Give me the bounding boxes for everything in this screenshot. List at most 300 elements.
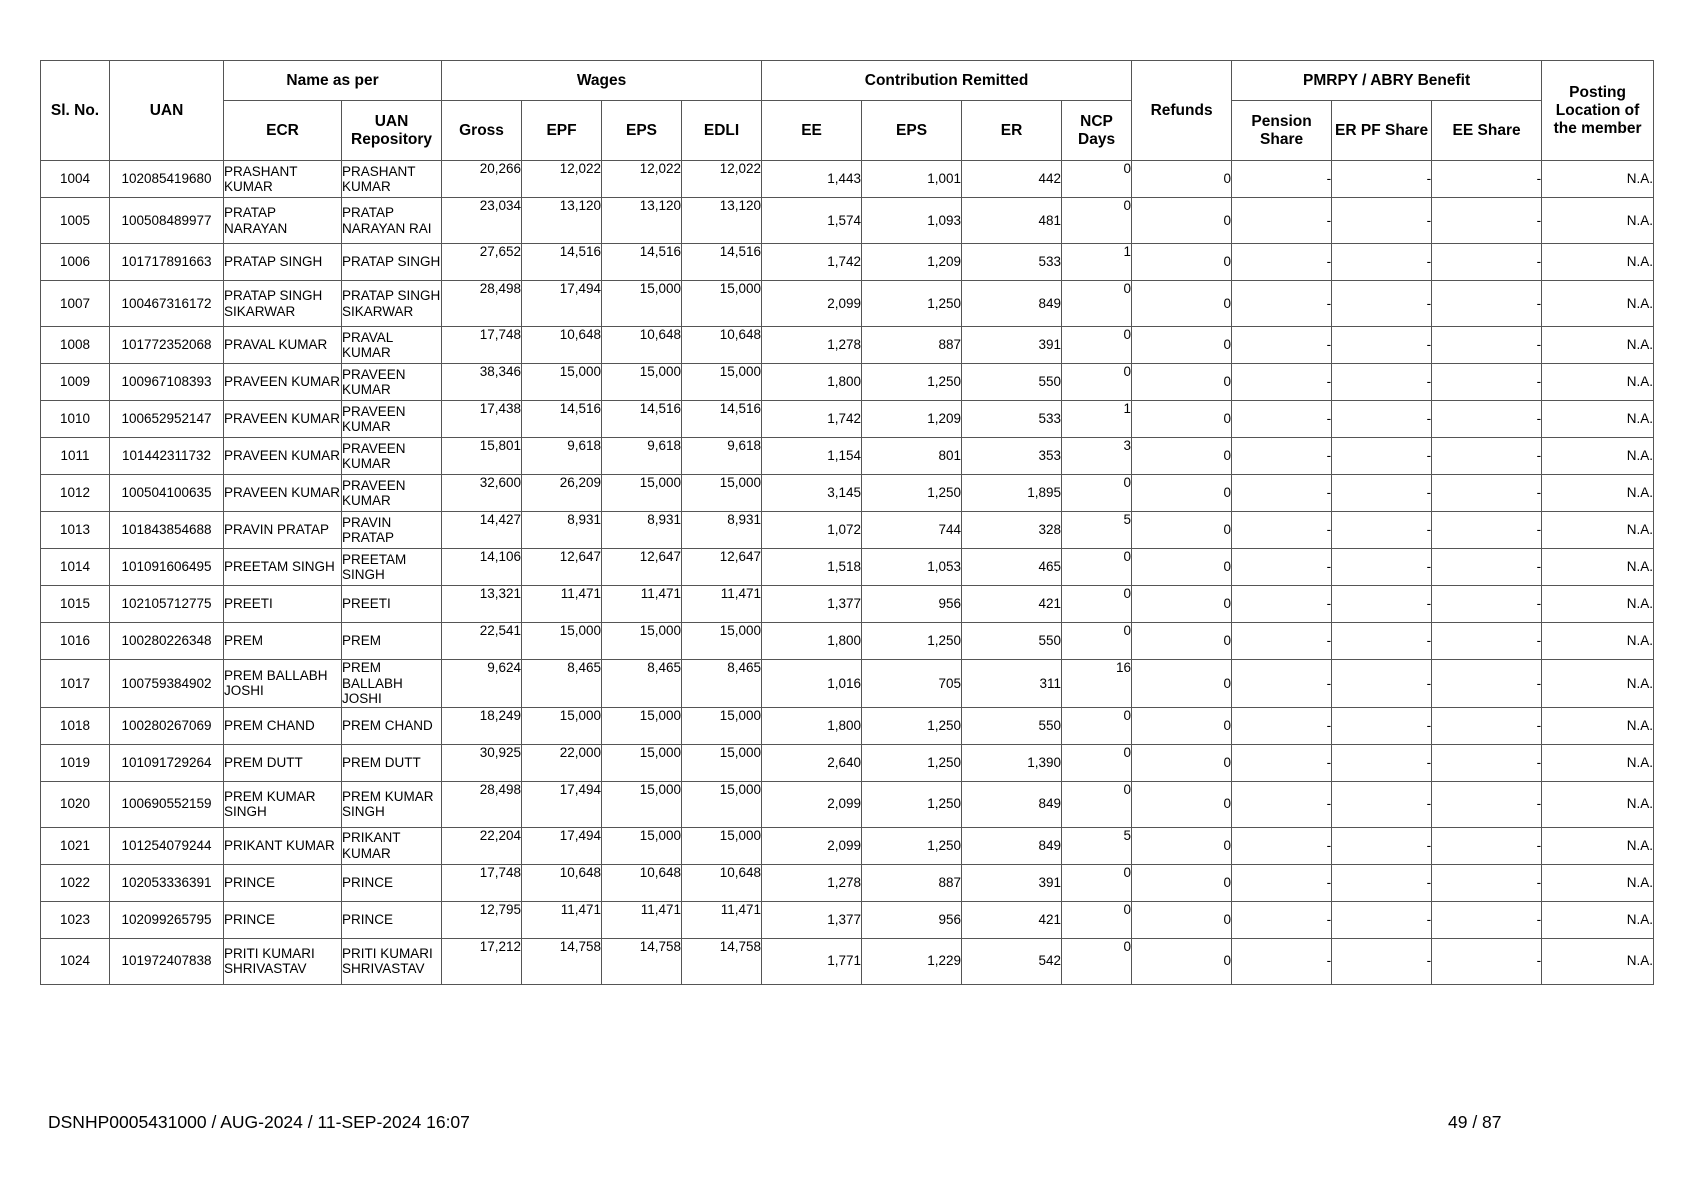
cell-epf: 17,494 [522,281,602,327]
header-wages: Wages [442,61,762,101]
cell-er: 421 [962,586,1062,623]
cell-refunds: 0 [1132,401,1232,438]
cell-contribution-eps: 744 [862,512,962,549]
cell-uan: 101772352068 [110,327,224,364]
cell-name-uan-repository: PRINCE [342,864,442,901]
cell-epf: 17,494 [522,827,602,864]
cell-gross: 32,600 [442,475,522,512]
cell-posting-location: N.A. [1542,438,1654,475]
cell-eps: 14,758 [602,938,682,984]
cell-ncp-days: 0 [1062,198,1132,244]
cell-er-pf-share: - [1332,512,1432,549]
cell-uan: 101091729264 [110,744,224,781]
cell-posting-location: N.A. [1542,198,1654,244]
cell-posting-location: N.A. [1542,901,1654,938]
cell-ee: 1,771 [762,938,862,984]
cell-ee-share: - [1432,827,1542,864]
cell-er-pf-share: - [1332,549,1432,586]
cell-name-uan-repository: PRATAP SINGH [342,244,442,281]
cell-er: 533 [962,401,1062,438]
cell-ee: 1,800 [762,623,862,660]
cell-edli: 12,022 [682,161,762,198]
cell-er: 849 [962,827,1062,864]
header-pension-share: Pension Share [1232,101,1332,161]
cell-ee: 1,574 [762,198,862,244]
cell-ee: 1,278 [762,327,862,364]
cell-epf: 26,209 [522,475,602,512]
table-row [41,586,1654,623]
cell-ncp-days: 0 [1062,549,1132,586]
cell-gross: 13,321 [442,586,522,623]
cell-ee: 2,099 [762,827,862,864]
cell-edli: 10,648 [682,327,762,364]
cell-name-ecr: PREETAM SINGH [224,549,342,586]
cell-er-pf-share: - [1332,827,1432,864]
cell-ncp-days: 0 [1062,781,1132,827]
cell-er: 328 [962,512,1062,549]
cell-ee: 1,154 [762,438,862,475]
cell-name-uan-repository: PRINCE [342,901,442,938]
cell-ee: 2,099 [762,281,862,327]
cell-gross: 9,624 [442,660,522,708]
cell-posting-location: N.A. [1542,827,1654,864]
cell-ncp-days: 1 [1062,401,1132,438]
cell-name-ecr: PRATAP SINGH SIKARWAR [224,281,342,327]
cell-er: 353 [962,438,1062,475]
cell-uan: 101091606495 [110,549,224,586]
cell-gross: 27,652 [442,244,522,281]
cell-contribution-eps: 956 [862,901,962,938]
cell-posting-location: N.A. [1542,281,1654,327]
cell-contribution-eps: 705 [862,660,962,708]
cell-ee-share: - [1432,660,1542,708]
cell-name-ecr: PRITI KUMARI SHRIVASTAV [224,938,342,984]
cell-er: 550 [962,623,1062,660]
cell-contribution-eps: 801 [862,438,962,475]
cell-edli: 10,648 [682,864,762,901]
cell-eps: 15,000 [602,475,682,512]
cell-edli: 15,000 [682,827,762,864]
cell-name-ecr: PREM DUTT [224,744,342,781]
cell-gross: 15,801 [442,438,522,475]
cell-posting-location: N.A. [1542,623,1654,660]
cell-pension-share: - [1232,438,1332,475]
table-row [41,864,1654,901]
cell-edli: 15,000 [682,475,762,512]
cell-refunds: 0 [1132,827,1232,864]
cell-ee-share: - [1432,281,1542,327]
cell-eps: 14,516 [602,244,682,281]
cell-refunds: 0 [1132,901,1232,938]
cell-edli: 15,000 [682,707,762,744]
cell-uan: 100967108393 [110,364,224,401]
cell-er-pf-share: - [1332,244,1432,281]
cell-epf: 15,000 [522,364,602,401]
cell-name-uan-repository: PRITI KUMARI SHRIVASTAV [342,938,442,984]
cell-ncp-days: 0 [1062,938,1132,984]
cell-epf: 12,647 [522,549,602,586]
cell-ee-share: - [1432,198,1542,244]
cell-uan: 101717891663 [110,244,224,281]
cell-ee-share: - [1432,938,1542,984]
header-ecr: ECR [224,101,342,161]
header-ee-share: EE Share [1432,101,1542,161]
cell-contribution-eps: 1,229 [862,938,962,984]
cell-er: 442 [962,161,1062,198]
cell-ncp-days: 1 [1062,244,1132,281]
cell-ncp-days: 5 [1062,512,1132,549]
cell-uan: 100508489977 [110,198,224,244]
cell-uan: 100280226348 [110,623,224,660]
cell-contribution-eps: 1,001 [862,161,962,198]
cell-ee: 1,800 [762,707,862,744]
cell-sl-no: 1017 [41,660,110,708]
header-epf: EPF [522,101,602,161]
cell-ee: 1,016 [762,660,862,708]
cell-ee: 1,518 [762,549,862,586]
cell-er-pf-share: - [1332,475,1432,512]
cell-gross: 14,427 [442,512,522,549]
cell-name-uan-repository: PRIKANT KUMAR [342,827,442,864]
cell-sl-no: 1009 [41,364,110,401]
cell-ncp-days: 0 [1062,623,1132,660]
cell-contribution-eps: 1,250 [862,364,962,401]
cell-name-uan-repository: PREM KUMAR SINGH [342,781,442,827]
cell-ee: 2,099 [762,781,862,827]
cell-posting-location: N.A. [1542,364,1654,401]
cell-sl-no: 1011 [41,438,110,475]
cell-uan: 101254079244 [110,827,224,864]
cell-name-uan-repository: PRAVEEN KUMAR [342,475,442,512]
cell-pension-share: - [1232,586,1332,623]
cell-pension-share: - [1232,744,1332,781]
cell-pension-share: - [1232,364,1332,401]
cell-er-pf-share: - [1332,938,1432,984]
cell-epf: 12,022 [522,161,602,198]
cell-gross: 17,212 [442,938,522,984]
cell-contribution-eps: 1,209 [862,401,962,438]
cell-name-uan-repository: PREETI [342,586,442,623]
cell-gross: 22,541 [442,623,522,660]
cell-ee-share: - [1432,244,1542,281]
cell-er-pf-share: - [1332,864,1432,901]
cell-refunds: 0 [1132,586,1232,623]
cell-gross: 22,204 [442,827,522,864]
cell-er: 533 [962,244,1062,281]
table-row [41,364,1654,401]
cell-epf: 10,648 [522,327,602,364]
cell-gross: 20,266 [442,161,522,198]
cell-pension-share: - [1232,198,1332,244]
cell-eps: 15,000 [602,781,682,827]
cell-epf: 9,618 [522,438,602,475]
cell-name-uan-repository: PRATAP SINGH SIKARWAR [342,281,442,327]
cell-pension-share: - [1232,901,1332,938]
cell-name-ecr: PRAVIN PRATAP [224,512,342,549]
cell-ee-share: - [1432,438,1542,475]
cell-sl-no: 1010 [41,401,110,438]
cell-er: 481 [962,198,1062,244]
cell-posting-location: N.A. [1542,586,1654,623]
cell-er: 311 [962,660,1062,708]
cell-epf: 8,931 [522,512,602,549]
cell-contribution-eps: 1,093 [862,198,962,244]
table-row [41,781,1654,827]
cell-ee: 2,640 [762,744,862,781]
cell-ncp-days: 0 [1062,707,1132,744]
cell-contribution-eps: 1,209 [862,244,962,281]
cell-eps: 8,931 [602,512,682,549]
page-number: 49 / 87 [1448,1112,1502,1132]
cell-posting-location: N.A. [1542,549,1654,586]
cell-eps: 15,000 [602,744,682,781]
cell-eps: 15,000 [602,827,682,864]
cell-posting-location: N.A. [1542,244,1654,281]
cell-er: 849 [962,281,1062,327]
cell-er-pf-share: - [1332,660,1432,708]
cell-ee-share: - [1432,586,1542,623]
cell-name-ecr: PREM [224,623,342,660]
header-contribution-remitted: Contribution Remitted [762,61,1132,101]
cell-contribution-eps: 1,250 [862,827,962,864]
cell-er-pf-share: - [1332,623,1432,660]
cell-refunds: 0 [1132,198,1232,244]
cell-pension-share: - [1232,938,1332,984]
cell-epf: 17,494 [522,781,602,827]
cell-gross: 28,498 [442,281,522,327]
cell-uan: 100759384902 [110,660,224,708]
cell-name-ecr: PRINCE [224,901,342,938]
cell-er: 1,390 [962,744,1062,781]
cell-name-uan-repository: PRATAP NARAYAN RAI [342,198,442,244]
cell-name-ecr: PREETI [224,586,342,623]
cell-name-uan-repository: PREETAM SINGH [342,549,442,586]
cell-ncp-days: 16 [1062,660,1132,708]
cell-edli: 14,516 [682,401,762,438]
header-sl-no: Sl. No. [41,61,110,161]
cell-edli: 15,000 [682,623,762,660]
cell-refunds: 0 [1132,781,1232,827]
table-row [41,161,1654,198]
cell-posting-location: N.A. [1542,660,1654,708]
table-row [41,475,1654,512]
cell-ee: 1,742 [762,401,862,438]
cell-name-ecr: PRAVEEN KUMAR [224,401,342,438]
cell-uan: 100690552159 [110,781,224,827]
cell-ee-share: - [1432,475,1542,512]
cell-ee-share: - [1432,512,1542,549]
cell-pension-share: - [1232,244,1332,281]
cell-ee: 1,443 [762,161,862,198]
cell-gross: 17,748 [442,864,522,901]
cell-edli: 9,618 [682,438,762,475]
cell-edli: 11,471 [682,586,762,623]
cell-er: 542 [962,938,1062,984]
cell-sl-no: 1021 [41,827,110,864]
cell-name-ecr: PREM CHAND [224,707,342,744]
cell-sl-no: 1023 [41,901,110,938]
cell-refunds: 0 [1132,549,1232,586]
cell-sl-no: 1022 [41,864,110,901]
cell-pension-share: - [1232,623,1332,660]
cell-epf: 11,471 [522,586,602,623]
table-row [41,623,1654,660]
cell-eps: 15,000 [602,281,682,327]
table-row [41,281,1654,327]
cell-name-ecr: PRAVEEN KUMAR [224,364,342,401]
cell-pension-share: - [1232,327,1332,364]
cell-er: 391 [962,864,1062,901]
cell-posting-location: N.A. [1542,707,1654,744]
cell-posting-location: N.A. [1542,475,1654,512]
cell-epf: 8,465 [522,660,602,708]
cell-uan: 102105712775 [110,586,224,623]
header-uan-repository: UAN Repository [342,101,442,161]
cell-er-pf-share: - [1332,198,1432,244]
cell-name-uan-repository: PREM BALLABH JOSHI [342,660,442,708]
cell-ee: 1,278 [762,864,862,901]
cell-gross: 18,249 [442,707,522,744]
cell-er-pf-share: - [1332,281,1432,327]
cell-pension-share: - [1232,281,1332,327]
cell-ee: 1,377 [762,586,862,623]
cell-epf: 14,758 [522,938,602,984]
cell-gross: 38,346 [442,364,522,401]
cell-contribution-eps: 887 [862,864,962,901]
cell-er-pf-share: - [1332,438,1432,475]
cell-name-ecr: PRATAP SINGH [224,244,342,281]
header-uan: UAN [110,61,224,161]
cell-contribution-eps: 1,053 [862,549,962,586]
cell-er-pf-share: - [1332,161,1432,198]
cell-ncp-days: 5 [1062,827,1132,864]
cell-er: 550 [962,364,1062,401]
cell-er-pf-share: - [1332,707,1432,744]
cell-posting-location: N.A. [1542,744,1654,781]
table-row [41,244,1654,281]
ecr-table [40,60,1654,985]
header-ncp-days: NCP Days [1062,101,1132,161]
cell-name-uan-repository: PRASHANT KUMAR [342,161,442,198]
cell-ncp-days: 0 [1062,161,1132,198]
cell-epf: 10,648 [522,864,602,901]
cell-sl-no: 1024 [41,938,110,984]
cell-er-pf-share: - [1332,327,1432,364]
header-er-pf-share: ER PF Share [1332,101,1432,161]
cell-name-ecr: PRIKANT KUMAR [224,827,342,864]
cell-name-uan-repository: PRAVAL KUMAR [342,327,442,364]
cell-name-uan-repository: PRAVEEN KUMAR [342,401,442,438]
cell-posting-location: N.A. [1542,864,1654,901]
cell-refunds: 0 [1132,475,1232,512]
document-reference: DSNHP0005431000 / AUG-2024 / 11-SEP-2024 16:07 [48,1112,470,1132]
cell-eps: 10,648 [602,864,682,901]
header-er: ER [962,101,1062,161]
cell-refunds: 0 [1132,244,1232,281]
cell-pension-share: - [1232,549,1332,586]
cell-pension-share: - [1232,781,1332,827]
table-row [41,901,1654,938]
cell-er-pf-share: - [1332,364,1432,401]
cell-eps: 12,022 [602,161,682,198]
table-row [41,327,1654,364]
cell-gross: 28,498 [442,781,522,827]
cell-sl-no: 1004 [41,161,110,198]
cell-er-pf-share: - [1332,901,1432,938]
cell-uan: 101442311732 [110,438,224,475]
header-eps: EPS [602,101,682,161]
cell-refunds: 0 [1132,327,1232,364]
cell-pension-share: - [1232,707,1332,744]
cell-gross: 17,748 [442,327,522,364]
cell-eps: 11,471 [602,901,682,938]
cell-pension-share: - [1232,475,1332,512]
cell-eps: 9,618 [602,438,682,475]
cell-sl-no: 1018 [41,707,110,744]
cell-er-pf-share: - [1332,401,1432,438]
cell-name-uan-repository: PRAVIN PRATAP [342,512,442,549]
cell-posting-location: N.A. [1542,327,1654,364]
cell-uan: 100652952147 [110,401,224,438]
cell-ncp-days: 0 [1062,281,1132,327]
cell-posting-location: N.A. [1542,401,1654,438]
cell-sl-no: 1012 [41,475,110,512]
cell-sl-no: 1020 [41,781,110,827]
cell-edli: 12,647 [682,549,762,586]
cell-eps: 12,647 [602,549,682,586]
cell-name-ecr: PREM KUMAR SINGH [224,781,342,827]
cell-gross: 30,925 [442,744,522,781]
cell-er-pf-share: - [1332,781,1432,827]
cell-uan: 100467316172 [110,281,224,327]
cell-ee-share: - [1432,901,1542,938]
cell-ncp-days: 0 [1062,586,1132,623]
cell-er: 391 [962,327,1062,364]
cell-ee-share: - [1432,401,1542,438]
cell-eps: 10,648 [602,327,682,364]
cell-ee: 3,145 [762,475,862,512]
cell-sl-no: 1007 [41,281,110,327]
cell-sl-no: 1008 [41,327,110,364]
cell-refunds: 0 [1132,623,1232,660]
cell-gross: 14,106 [442,549,522,586]
cell-pension-share: - [1232,512,1332,549]
cell-uan: 100280267069 [110,707,224,744]
cell-uan: 102053336391 [110,864,224,901]
table-row [41,744,1654,781]
cell-refunds: 0 [1132,707,1232,744]
cell-posting-location: N.A. [1542,161,1654,198]
header-refunds: Refunds [1132,61,1232,161]
cell-gross: 12,795 [442,901,522,938]
cell-ee-share: - [1432,781,1542,827]
cell-uan: 100504100635 [110,475,224,512]
cell-ee: 1,377 [762,901,862,938]
cell-sl-no: 1016 [41,623,110,660]
cell-epf: 14,516 [522,244,602,281]
cell-edli: 14,758 [682,938,762,984]
cell-refunds: 0 [1132,660,1232,708]
cell-ee: 1,072 [762,512,862,549]
cell-ee-share: - [1432,707,1542,744]
cell-refunds: 0 [1132,364,1232,401]
cell-edli: 15,000 [682,744,762,781]
cell-name-ecr: PRAVEEN KUMAR [224,475,342,512]
cell-er: 849 [962,781,1062,827]
cell-eps: 13,120 [602,198,682,244]
header-pmrpy-abry: PMRPY / ABRY Benefit [1232,61,1542,101]
table-row [41,938,1654,984]
